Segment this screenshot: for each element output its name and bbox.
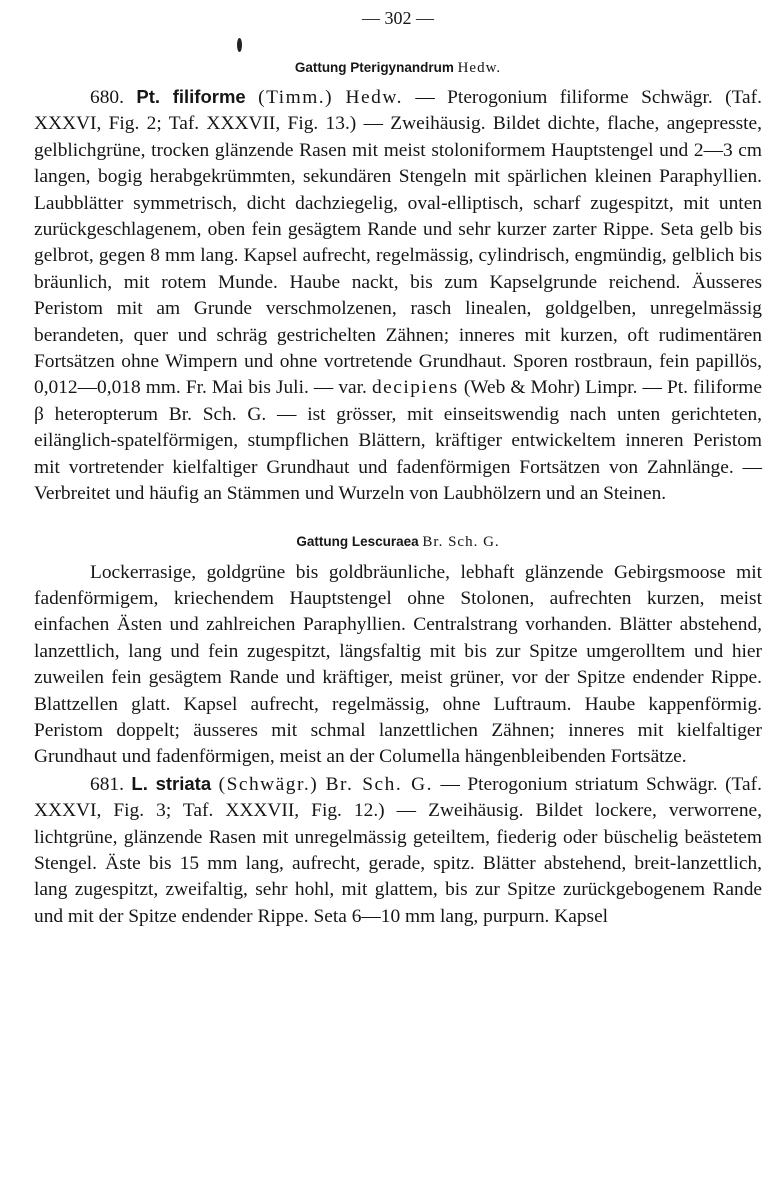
page-number: — 302 — [362, 8, 434, 28]
species-number: 680. [90, 87, 124, 108]
species-authority-original: (Schwägr.) [218, 773, 319, 795]
species-entry-681 [34, 771, 762, 930]
species-name: Pt. filiforme [136, 86, 246, 107]
variety-description: (Web & Mohr) Limpr. — Pt. filiforme β heteropterum Br. Sch. G. — ist grösser, mit einseitswendig nach unten gerichteten, eilänglich-spatelförmigen, stumpflichen Blättern, kräftiger entwickeltem inneren Peristom mit vortretender kielfaltiger Grundhaut und fadenförmigen Fortsätzen von Zahnlänge. — Verbreitet und häufig an Stämmen und Wurzeln von Laubhölzern und an Steinen. [34, 377, 762, 505]
species-authority: Hedw. [345, 87, 403, 108]
genus-authority: Hedw. [457, 60, 502, 76]
species-name: L. striata [131, 772, 212, 794]
genus-heading-pterigynandrum [34, 58, 762, 78]
genus-name: Gattung Pterigynandrum [294, 60, 454, 75]
species-description: — Pterogonium filiforme Schwägr. (Taf. XXXVI, Fig. 2; Taf. XXXVII, Fig. 13.) — Zweihäusig. Bildet dichte, flache, angepresste, gelblichgrüne, trocken glänzende Rasen mit meist stoloniformem Hauptstengel und 2—3 cm langen, bogig herabgekrümmten, sekundären Stengeln mit spärlichen kleinen Paraphyllien. Laubblätter symmetrisch, dicht dachziegelig, oval-elliptisch, scharf zugespitzt, mit unten zurückgeschlagenem, oben fein gesägtem Rande und sehr kurzer zarter Rippe. Seta gelb bis gelbrot, gegen 8 mm lang. Kapsel aufrecht, regelmässig, cylindrisch, engmündig, gelblich bis bräunlich, mit rotem Munde. Haube nackt, bis zum Kapselgrunde reichend. Äusseres Peristom mit am Grunde verschmolzenen, rasch linealen, goldgelben, unregelmässig berandeten, quer und schräg gestrichelten Zähnen; inneres mit kurzen, oft rudimentären Fortsätzen ohne Wimpern und ohne vortretende Grundhaut. Sporen rostbraun, fein papillös, 0,012—0,018 mm. Fr. Mai bis Juli. — var. [34, 87, 762, 399]
document-page [34, 0, 762, 930]
variety-name: decipiens [371, 377, 459, 399]
species-number: 681. [90, 773, 124, 795]
genus-heading-lescuraea [34, 532, 762, 552]
genus-authority: Br. Sch. G. [422, 533, 500, 550]
species-entry-680 [34, 84, 762, 508]
ink-spot [237, 38, 242, 52]
species-authority: Br. Sch. G. [325, 773, 434, 795]
species-description: — Pterogonium striatum Schwägr. (Taf. XXXVI, Fig. 3; Taf. XXXVII, Fig. 12.) — Zweihäusig. Bildet lockere, verworrene, lichtgrüne, glänzende Rasen mit unregelmässig geteiltem, fiederig oder büschelig beästetem Stengel. Äste bis 15 mm lang, aufrecht, gerade, spitz. Blätter abstehend, breit-lanzettlich, lang zugespitzt, zweifaltig, sehr hohl, mit glattem, bis zur Spitze zurückgebogenem Rande und mit der Spitze endender Rippe. Seta 6—10 mm lang, purpurn. Kapsel [34, 773, 762, 927]
species-authority-original: (Timm.) [258, 87, 334, 108]
genus-description: Lockerrasige, goldgrüne bis goldbräunliche, lebhaft glänzende Gebirgsmoose mit fadenförmigem, kriechendem Hauptstengel ohne Stolonen, aufrechten kurzen, meist einfachen Ästen und zahlreichen Paraphyllien. Centralstrang vorhanden. Blätter abstehend, lanzettlich, lang und fein zugespitzt, längsfaltig mit bis zur Spitze umgerolltem und hier zuweilen fein gesägtem Rande und kräftiger, meist grüner, vor der Spitze endender Rippe. Blattzellen glatt. Kapsel aufrecht, regelmässig, ohne Luftraum. Haube kappenförmig. Peristom doppelt; äusseres mit schmal lanzettlichen Zähnen; inneres mit kielfaltiger Grundhaut und fadenförmigen, meist an der Columella hängenbleibenden Fortsätze. [34, 561, 762, 768]
genus-name: Gattung Lescuraea [296, 533, 419, 549]
